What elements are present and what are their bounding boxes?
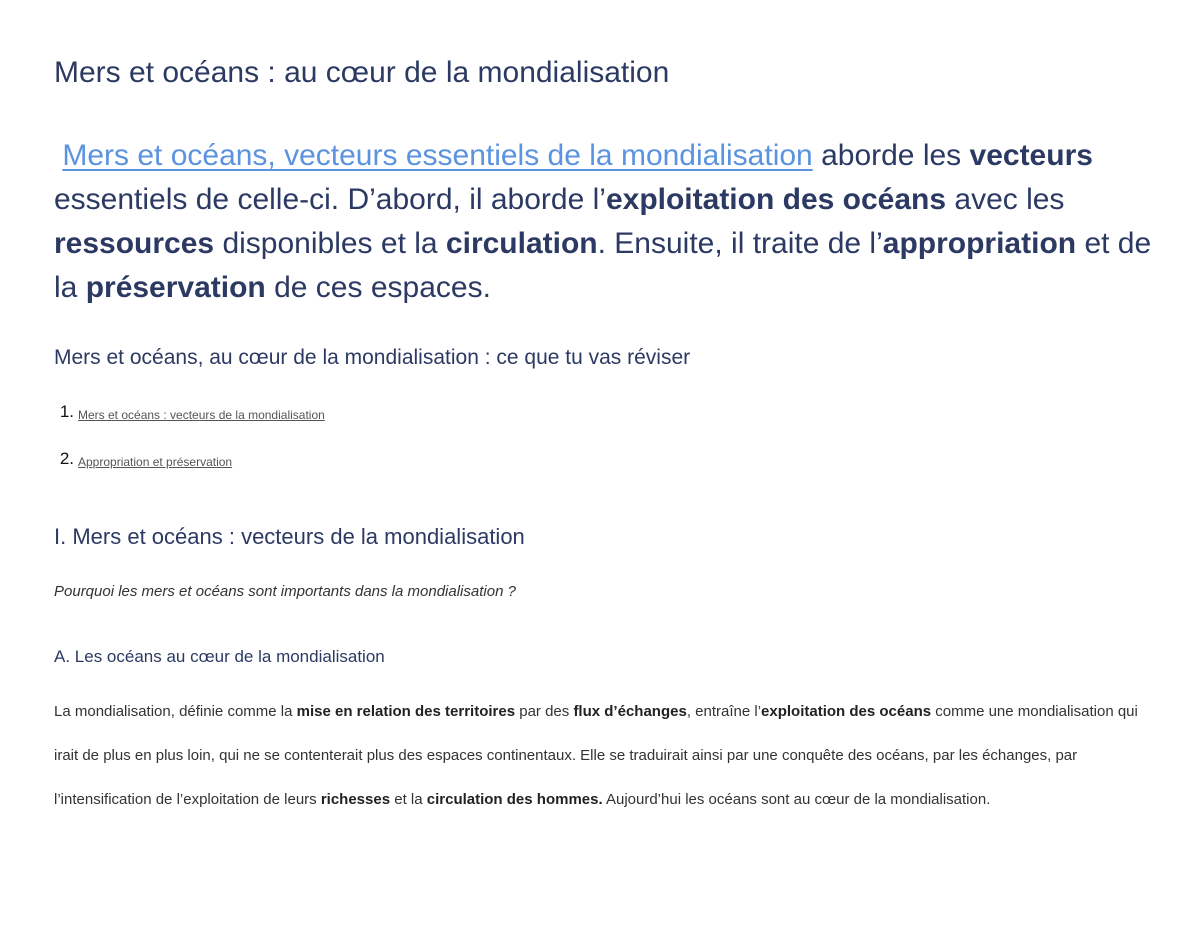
table-of-contents	[54, 402, 325, 496]
toc-link[interactable]: Appropriation et préservation	[78, 455, 233, 469]
body-text: par des	[515, 703, 574, 720]
intro-text: et de la	[54, 227, 1152, 304]
intro-link[interactable]: Mers et océans, vecteurs essentiels de la mondialisation	[62, 139, 813, 172]
section-heading: I. Mers et océans : vecteurs de la mondialisation	[54, 524, 525, 549]
intro-bold: préservation	[85, 271, 266, 304]
toc-item	[54, 402, 325, 449]
intro-bold: circulation	[445, 227, 598, 260]
intro-bold: appropriation	[882, 227, 1077, 260]
intro-paragraph	[54, 134, 1154, 310]
intro-bold: ressources	[54, 227, 215, 260]
body-text: , entraîne l’	[686, 703, 762, 720]
summary-heading: Mers et océans, au cœur de la mondialisation : ce que tu vas réviser	[54, 346, 691, 369]
body-text: Aujourd’hui les océans sont au cœur de la mondialisation.	[602, 791, 991, 808]
intro-text: disponibles et la	[214, 227, 446, 260]
subsection-heading: A. Les océans au cœur de la mondialisation	[54, 647, 385, 666]
intro-text: aborde les	[812, 139, 970, 172]
page-title: Mers et océans : au cœur de la mondialisation	[54, 56, 670, 89]
body-bold: richesses	[320, 791, 391, 808]
toc-link[interactable]: Mers et océans : vecteurs de la mondialisation	[78, 408, 325, 422]
intro-text: avec les	[946, 183, 1065, 216]
section-question: Pourquoi les mers et océans sont importants dans la mondialisation ?	[54, 583, 516, 600]
toc-item	[54, 449, 325, 496]
body-paragraph	[54, 690, 1154, 822]
intro-text: essentiels de celle-ci. D’abord, il aborde l’	[54, 183, 606, 216]
intro-bold: exploitation des océans	[605, 183, 947, 216]
intro-text: de ces espaces.	[265, 271, 491, 304]
body-text: La mondialisation, définie comme la	[54, 703, 297, 720]
intro-bold: vecteurs	[969, 139, 1093, 172]
toc-number: 2.	[59, 449, 74, 468]
body-bold: mise en relation des territoires	[296, 703, 516, 720]
toc-number: 1.	[59, 402, 74, 421]
body-bold: exploitation des océans	[761, 703, 932, 720]
body-bold: flux d’échanges	[573, 703, 687, 720]
body-bold: circulation des hommes.	[426, 791, 603, 808]
body-text: et la	[390, 791, 427, 808]
body-text: comme une mondialisation qui irait de plus en plus loin, qui ne se contenterait plus des espaces continentaux. Elle se traduirait ainsi par une conquête des océans, par les échanges, par l’intensification de l’exploitation de leurs	[54, 703, 1138, 808]
intro-text: . Ensuite, il traite de l’	[597, 227, 883, 260]
